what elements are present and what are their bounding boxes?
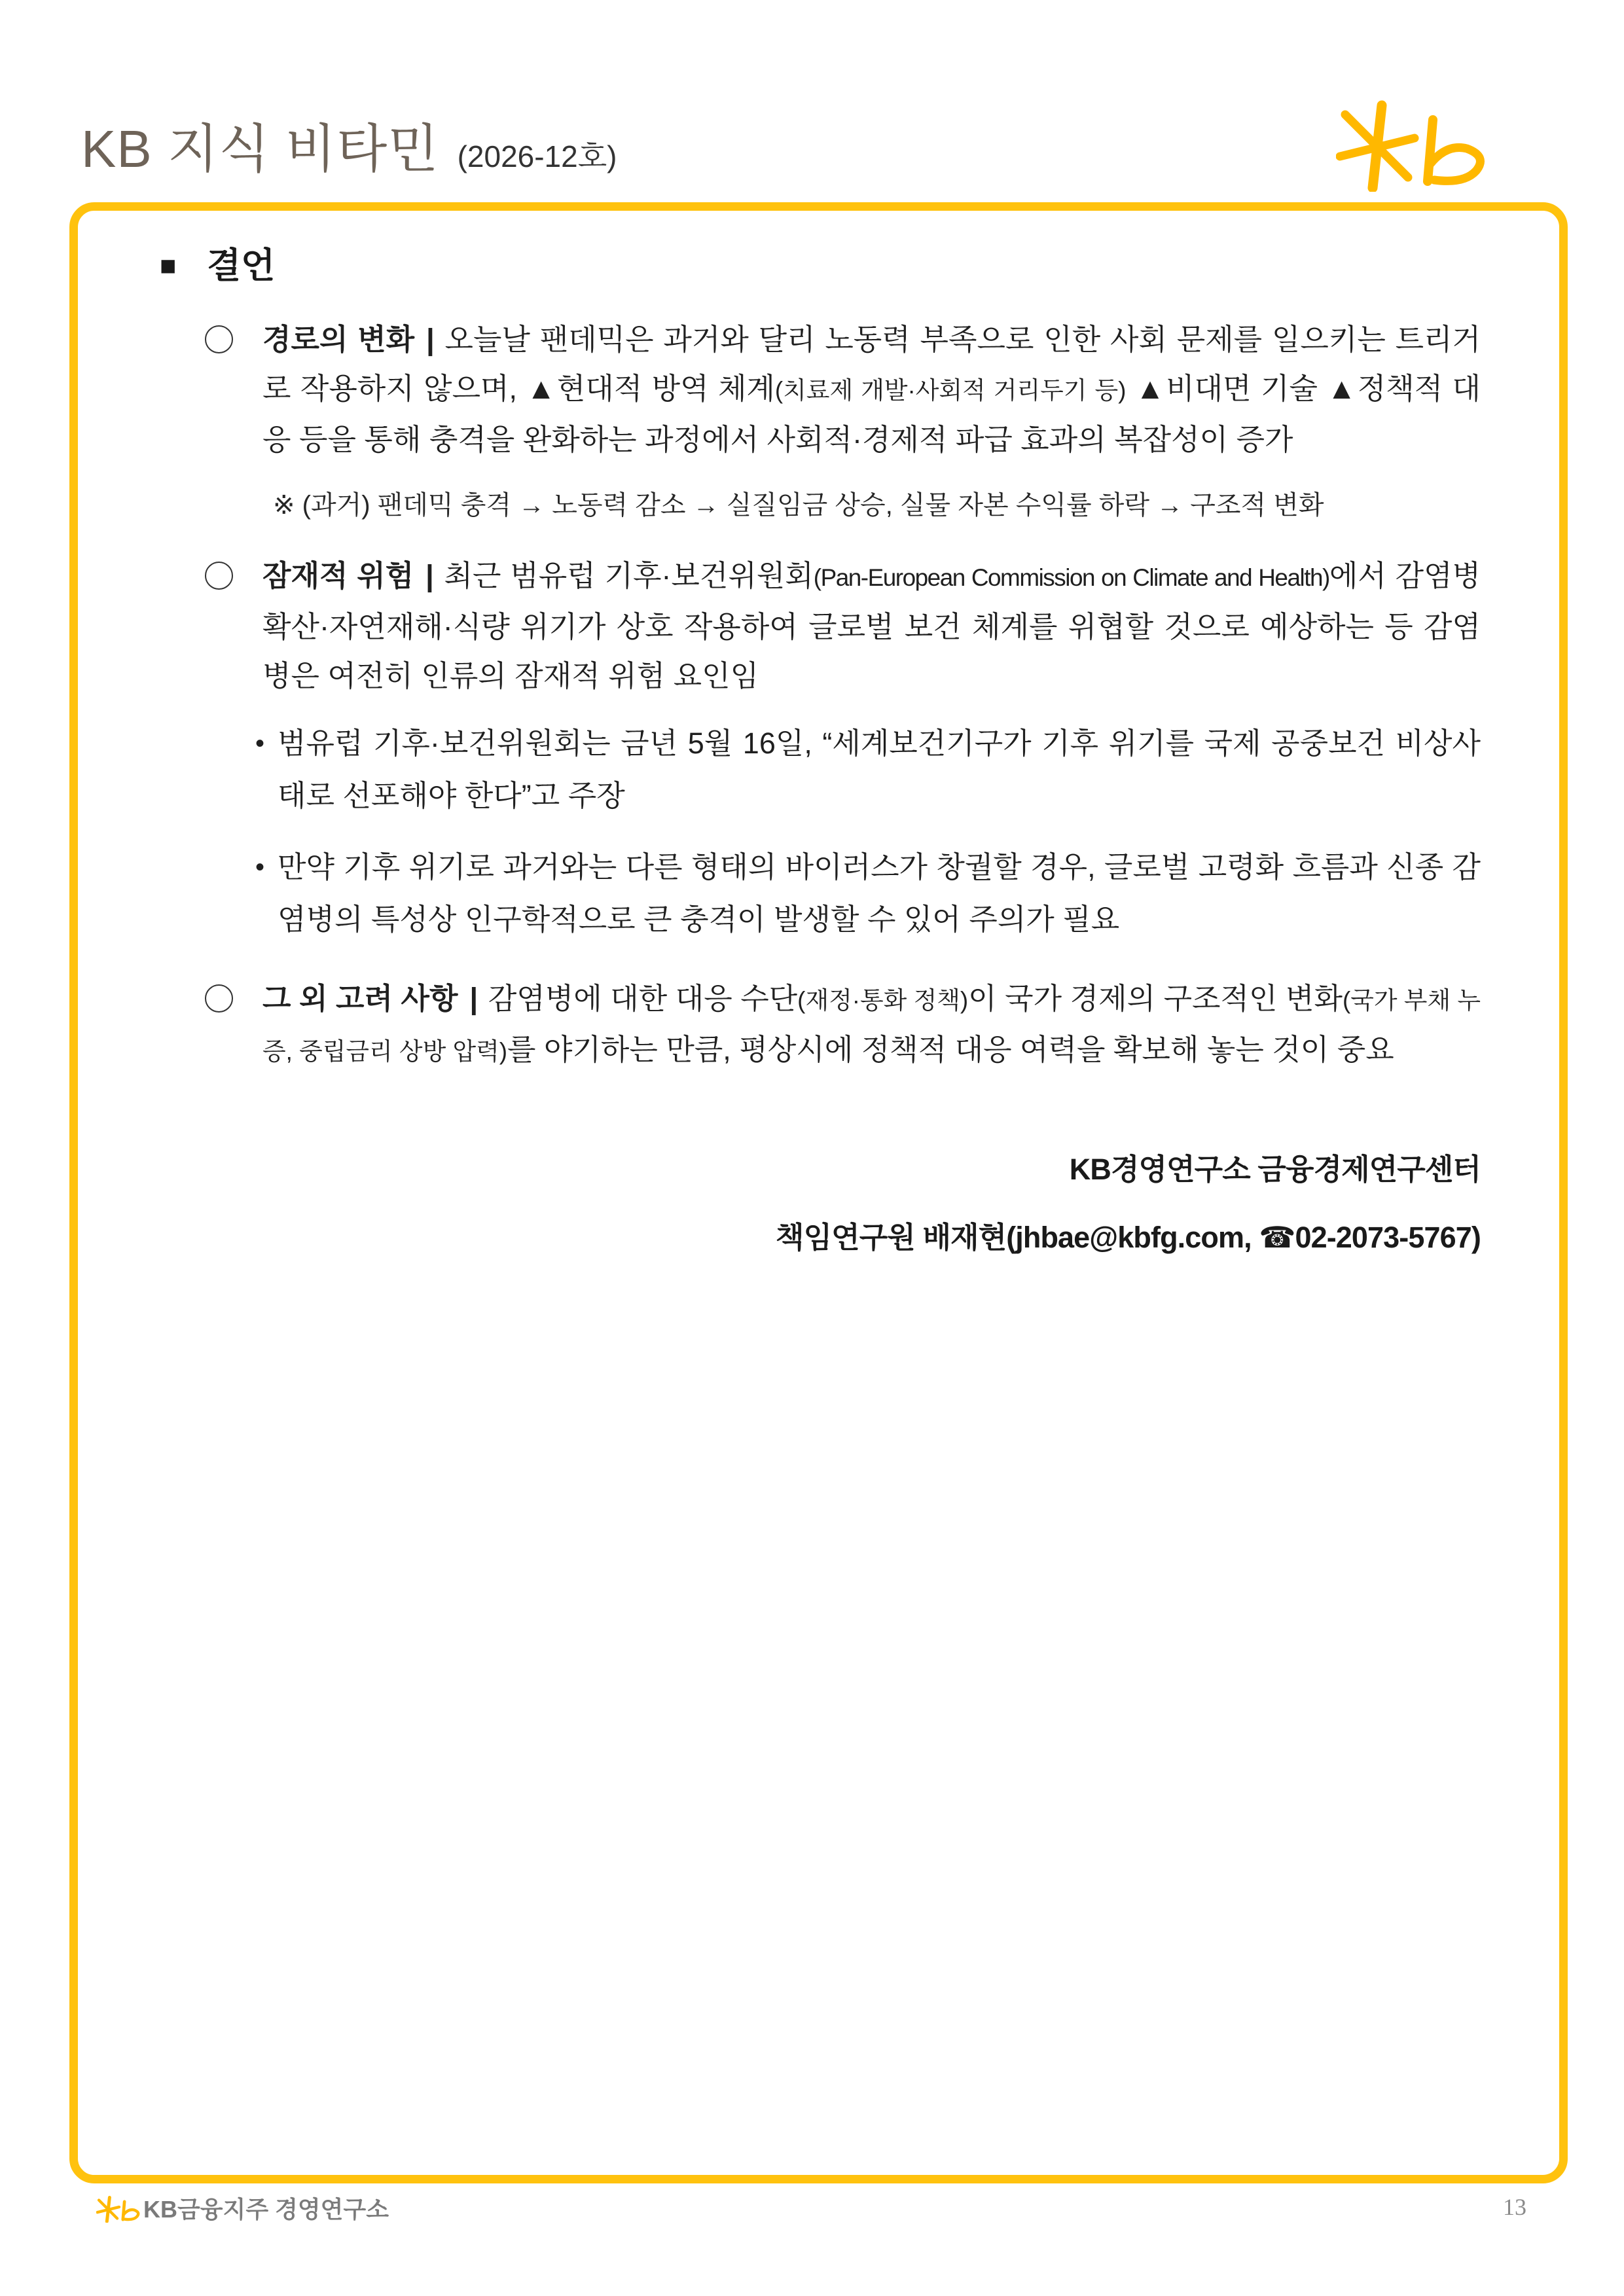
parenthetical-text: (재정·통화 정책) xyxy=(797,987,969,1014)
publication-title: KB 지식 비타민 xyxy=(81,120,439,178)
section-title: 결언 xyxy=(207,246,276,285)
footer-brand: KB금융지주 경영연구소 xyxy=(143,2196,389,2223)
dot-bullet-icon: • xyxy=(255,729,265,758)
square-bullet-icon: ■ xyxy=(160,250,177,281)
section-heading xyxy=(160,246,1624,285)
sub-bullet-item xyxy=(255,717,1481,822)
title-separator: | xyxy=(425,559,434,592)
item-title: 잠재적 위험 xyxy=(262,559,414,592)
sub-bullet-text: 범유럽 기후·보건위원회는 금년 5월 16일, “세계보건기구가 기후 위기를 국제 공중보건 비상사태로 선포해야 한다”고 주장 xyxy=(278,726,1481,812)
page-number: 13 xyxy=(1503,2194,1526,2220)
parenthetical-text: (Pan-European Commission on Climate and Health) xyxy=(813,564,1329,591)
item-text: 를 야기하는 만큼, 평상시에 정책적 대응 여력을 확보해 놓는 것이 중요 xyxy=(507,1033,1394,1066)
item-route-change xyxy=(205,315,1481,464)
item-text: 최근 범유럽 기후·보건위원회 xyxy=(444,559,814,592)
issue-number: (2026-12호) xyxy=(457,139,617,173)
parenthetical-text: (치료제 개발·사회적 거리두기 등) xyxy=(774,377,1127,404)
circle-bullet-icon xyxy=(205,984,233,1013)
sub-bullet-item xyxy=(255,841,1481,946)
item-text: ▲비대면 기술 ▲정책적 대응 등을 통해 충격을 완화하는 과정에서 사회적·경제적 파급 효과의 복잡성이 증가 xyxy=(262,372,1481,456)
circle-bullet-icon xyxy=(205,562,233,590)
author-contact: 책임연구원 배재현(jhbae@kbfg.com, ☎02-2073-5767) xyxy=(776,1221,1481,1254)
item-other-considerations xyxy=(205,974,1481,1076)
kb-star-logo-icon xyxy=(96,2196,140,2223)
sub-bullet-text: 만약 기후 위기로 과거와는 다른 형태의 바이러스가 창궐할 경우, 글로벌 고령화 흐름과 신종 감염병의 특성상 인구학적으로 큰 충격이 발생할 수 있어 주의가 필요 xyxy=(278,850,1481,936)
page-header xyxy=(81,117,617,182)
item-text: 이 국가 경제의 구조적인 변화 xyxy=(968,982,1343,1015)
author-organization: KB경영연구소 금융경제연구센터 xyxy=(1069,1153,1481,1186)
parenthetical-text: (국가 부채 누증, 중립금리 상방 압력) xyxy=(262,987,1481,1065)
dot-bullet-icon: • xyxy=(255,853,265,882)
main-content xyxy=(0,246,1624,1262)
circle-bullet-icon xyxy=(205,325,233,353)
item-text: 오늘날 팬데믹은 과거와 달리 노동력 부족으로 인한 사회 문제를 일으키는 트리거로 작용하지 않으며, ▲현대적 방역 체계 xyxy=(262,323,1481,405)
item-paragraph xyxy=(262,315,1481,464)
item-note: ※ (과거) 팬데믹 충격 → 노동력 감소 → 실질임금 상승, 실물 자본 수익률 하락 → 구조적 변화 xyxy=(273,491,1324,520)
item-paragraph xyxy=(262,974,1481,1076)
kb-star-logo-icon xyxy=(1336,100,1487,192)
item-title: 경로의 변화 xyxy=(262,323,415,356)
item-title: 그 외 고려 사항 xyxy=(262,982,458,1015)
title-separator: | xyxy=(469,982,478,1015)
item-latent-risk xyxy=(205,551,1481,700)
title-separator: | xyxy=(426,323,435,356)
item-text: 감염병에 대한 대응 수단 xyxy=(488,982,798,1015)
item-text: 에서 감염병 확산·자연재해·식량 위기가 상호 작용하여 글로벌 보건 체계를 위협할 것으로 예상하는 등 감염병은 여전히 인류의 잠재적 위험 요인임 xyxy=(262,559,1481,692)
item-paragraph xyxy=(262,551,1481,700)
